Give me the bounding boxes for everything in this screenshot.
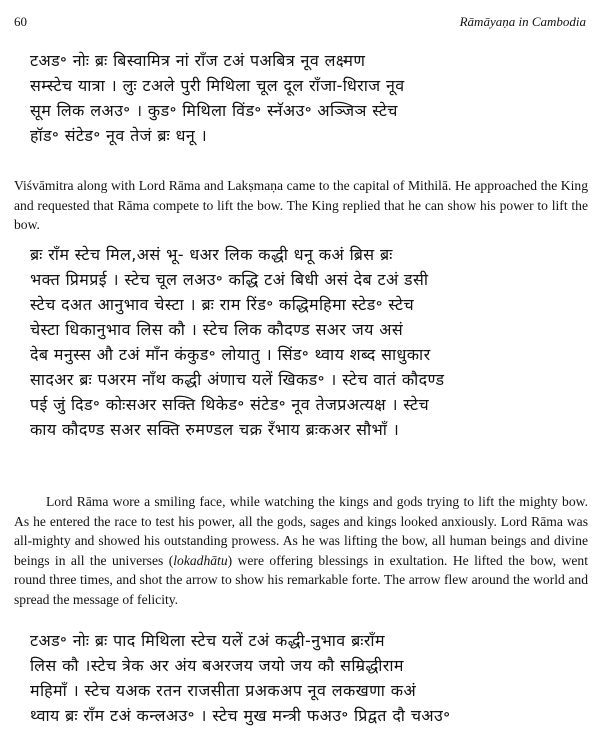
handwritten-line: टअड॰ नोः ब्रः पाद मिथिला स्टेच यलें टअं कद्धी-नुभाव ब्रःराँम — [30, 631, 385, 650]
handwritten-line: टअड॰ नोः ब्रः बिस्वामित्र नां राँज टअं पअबित्र नूव लक्ष्मण — [30, 51, 366, 70]
handwritten-khmer-passage-3 — [30, 628, 588, 728]
handwritten-khmer-passage-1 — [30, 48, 588, 148]
sanskrit-term: lokadhātu — [173, 552, 228, 568]
translation-text: Lord Rāma wore a smiling face, while watching the kings and gods trying to lift the mighty bow. As he entered the race to test his power, all the gods, sages and kings looked anxiously. Lord Rāma was all-mighty and showed his outstanding prowess. As he was lifting the bow, all human beings and divine beings in all the universes ( — [14, 494, 588, 568]
translation-paragraph — [14, 492, 588, 609]
page-header — [14, 14, 586, 32]
page-number: 60 — [14, 14, 27, 29]
english-translation-2 — [14, 492, 588, 609]
handwritten-line: ब्रः राँम स्टेच मिल,असं भू- धअर लिक कद्धी धनू कअं ब्रिस ब्रः — [30, 245, 393, 264]
handwritten-line: काय कौदण्ड सअर सक्ति रुमण्डल चक्र रँभाय ब्रःकअर सौभाँ । — [30, 420, 400, 439]
handwritten-line: लिस कौ ।स्टेच त्रेक अर अंय बअरजय जयो जय कौ सम्रिद्धीराम — [30, 656, 404, 675]
translation-text: ) were offering blessings in exultation. He lifted the bow, went round three times, and shot the arrow to show his remarkable forte. The arrow flew around the world and spread the message of felicity. — [14, 552, 588, 607]
handwritten-line: सूम लिक लअउ॰ । कुड॰ मिथिला विंड॰ स्नॅअउ॰ अञ्जिञ स्टेच — [30, 101, 398, 120]
handwritten-line: देब मनुस्स औ टअं माँन कंकुड॰ लोयातु । सिंड॰ थ्वाय शब्द साधुकार — [30, 345, 431, 364]
handwritten-line: सम्स्टेच यात्रा । लुः टअले पुरी मिथिला चूल दूल राँजा-धिराज नूव — [30, 76, 405, 95]
handwritten-line: थ्वाय ब्रः राँम टअं कन्लअउ॰ । स्टेच मुख मन्त्री फअउ॰ प्रिद्वत दौ चअउ॰ — [30, 706, 451, 725]
handwritten-line: पई जुं दिड॰ कोःसअर सक्ति थिकेड॰ संटेड॰ नूव तेजप्रअत्यक्ष । स्टेच — [30, 395, 430, 414]
handwritten-line: महिमाँ । स्टेच यअक रतन राजसीता प्रअकअप नूव लकखणा कअं — [30, 681, 417, 700]
handwritten-khmer-passage-2 — [30, 242, 588, 442]
english-translation-1 — [14, 176, 588, 235]
handwritten-line: स्टेच दअत आनुभाव चेस्टा । ब्रः राम रिंड॰ कद्धिमहिमा स्टेड॰ स्टेच — [30, 295, 415, 314]
handwritten-line: सादअर ब्रः पअरम नाँथ कद्धी अंणाच यलें खिकड॰ । स्टेच वातं कौदण्ड — [30, 370, 445, 389]
handwritten-line: भक्त प्रिमप्रई । स्टेच चूल लअउ॰ कद्धि टअं बिधी असं देब टअं डसी — [30, 270, 429, 289]
translation-paragraph: Viśvāmitra along with Lord Rāma and Lakṣmaṇa came to the capital of Mithilā. He approached the King and requested that Rāma compete to lift the bow. The King replied that he can show his power to lift the bow. — [14, 178, 588, 232]
handwritten-line: चेस्टा धिकानुभाव लिस कौ । स्टेच लिक कौदण्ड सअर जय असं — [30, 320, 404, 339]
handwritten-line: हॉड॰ संटेड॰ नूव तेजं ब्रः धनू । — [30, 126, 208, 145]
running-title: Rāmāyaṇa in Cambodia — [459, 14, 586, 29]
